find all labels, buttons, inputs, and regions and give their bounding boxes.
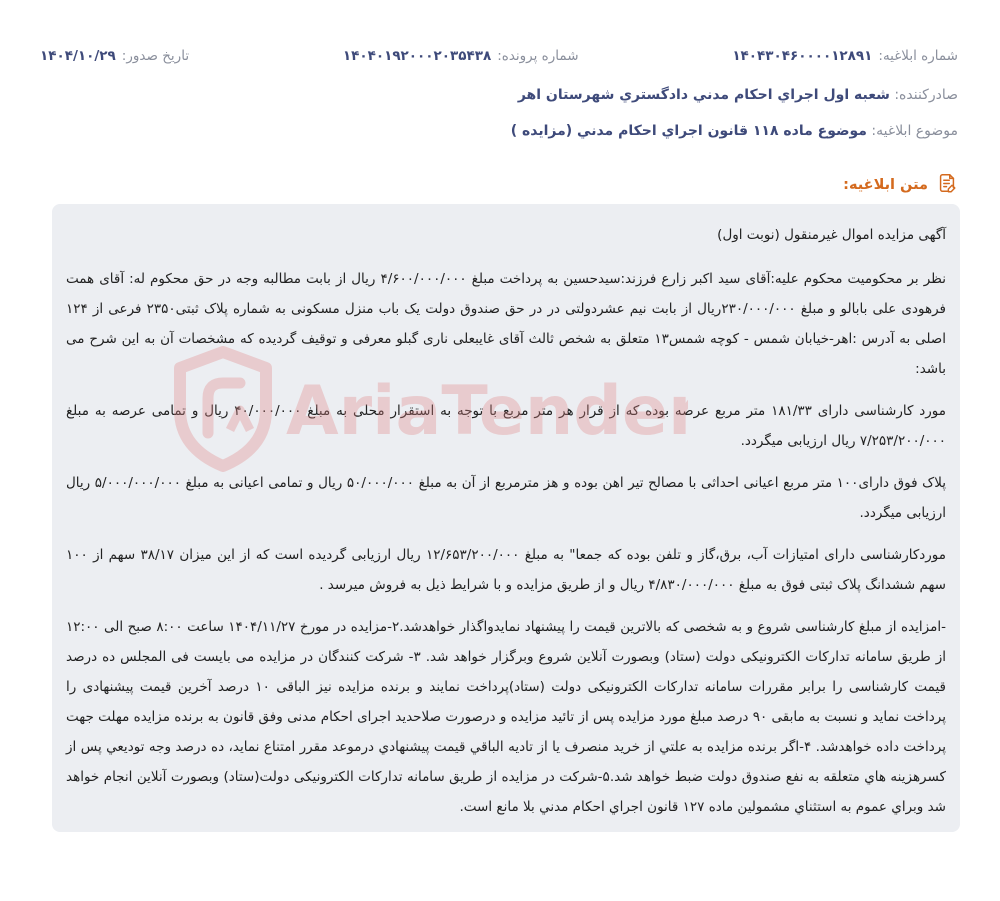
notice-text-heading [843,172,958,198]
notice-number [732,48,958,64]
notice-paragraph-1: نظر بر محکومیت محکوم علیه:آقای سید اکبر زارع فرزند:سیدحسین به پرداخت مبلغ ۴/۶۰۰/۰۰۰/۰۰۰ ریال از بابت مطالبه وجه در حق محکوم له: آقای همت فرهودی علی بابالو و مبلغ ۲۳۰/۰۰۰/۰۰۰ریال از بابت نیم عشردولتی در در حق صندوق دولت یک باب منزل مسکونی به شماره پلاک ثبتی۲۳۵۰ فرعی از ۱۲۴ اصلی به آدرس :اهر-خیابان شمس - کوچه شمس۱۳ متعلق به شخص ثالث آقای غایبعلی ناری گبلو معرفی و توقیف گردیده که مشخصات آن به این شرح می باشد: [66,271,947,377]
watermark-text: AriaTender [286,372,688,451]
notice-body-title: آگهی مزایده اموال غیرمنقول (نوبت اول) [717,227,946,243]
notice-paragraph-2: مورد کارشناسی دارای ۱۸۱/۳۳ متر مربع عرصه بوده که از قرار هر متر مربع با توجه به استقرار محلی به مبلغ ۴۰/۰۰۰/۰۰۰ ریال و تمامی عرصه به مبلغ ۷/۲۵۳/۲۰۰/۰۰۰ ریال ارزیابی میگردد. [66,403,946,449]
notice-paragraph-4: موردکارشناسی دارای امتیازات آب، برق،گاز و تلفن بوده که جمعا" به مبلغ ۱۲/۶۵۳/۲۰۰/۰۰۰ ریال ارزیابی گردیده است که از این میزان ۳۸/۱۷ سهم از ۱۰۰ سهم ششدانگ پلاک ثبتی فوق به مبلغ ۴/۸۳۰/۰۰۰/۰۰۰ ریال و از طریق مزایده و با شرایط ذیل به فروش میرسد . [66,547,947,593]
case-number-label: شماره پرونده: [497,48,579,64]
issuer-label: صادرکننده: [894,87,958,103]
notice-paragraph-3: پلاک فوق دارای۱۰۰ متر مربع اعیانی احداثی با مصالح تیر اهن بوده و هز مترمربع از آن به مبلغ ۵۰/۰۰۰/۰۰۰ ریال و تمامی اعیانی به مبلغ ۵/۰۰۰/۰۰۰/۰۰۰ ریال ارزیابی میگردد. [66,475,947,521]
subject-value: موضوع ماده ۱۱۸ قانون اجراي احكام مدني (مزايده ) [510,123,867,139]
notice-text-heading-label: متن ابلاغيه: [843,177,928,193]
issuer-line [518,87,958,103]
issuer-value: شعبه اول اجراي احكام مدني دادگستري شهرستان اهر [517,87,890,103]
issue-date-value: ۱۴۰۴/۱۰/۲۹ [40,48,116,64]
notice-number-label: شماره ابلاغيه: [878,48,958,64]
subject-label: موضوع ابلاغيه: [871,123,958,139]
document-edit-icon [936,172,958,198]
notice-meta-row [40,48,958,64]
issue-date [40,48,189,64]
notice-paragraph-5: -امزایده از مبلغ کارشناسی شروع و به شخصی که بالاترین قیمت را پیشنهاد نمایدواگذار خواهدشد.۲-مزایده در مورخ ۱۴۰۴/۱۱/۲۷ ساعت ۸:۰۰ صبح الی ۱۲:۰۰ از طریق سامانه تدارکات الکترونیکی دولت (ستاد) وبصورت آنلاین شروع وبرگزار خواهد شد. ۳- شرکت کنندگان در مزایده می بایست فی المجلس ده درصد قیمت کارشناسی را برابر مقررات سامانه تدارکات الکترونیکی دولت (ستاد)پرداخت نمایند و برنده مزایده نیز الباقی ۱۰ درصد آخرین قیمت پیشنهادی را پرداخت نماید و نسبت به مابقی ۹۰ درصد مبلغ مورد مزایده پس از تائید مزایده و درصورت صلاحدید اجرای احکام مدنی وفق قانون به برنده مزایده مهلت جهت پرداخت داده خواهدشد. ۴-اگر برنده مزايده به علتي از خريد منصرف يا از تاديه الباقي قيمت پيشنهادي درموعد مقرر امتناع نمايد، ده درصد وجه توديعي پس از كسرهزينه هاي متعلقه به نفع صندوق دولت ضبط خواهد شد.۵-شرکت در مزایده از طریق سامانه تدارکات الکترونیکی دولت(ستاد) وبصورت آنلاین انجام خواهد شد وبراي عموم به استثناي مشمولين ماده ۱۲۷ قانون اجراي احكام مدني بلا مانع است. [66,619,946,815]
case-number [343,48,579,64]
subject-line [511,123,958,139]
issue-date-label: تاريخ صدور: [121,48,190,64]
notice-body [52,204,960,832]
notice-number-value: ۱۴۰۴۳۰۴۶۰۰۰۰۱۲۸۹۱ [732,48,873,64]
case-number-value: ۱۴۰۴۰۱۹۲۰۰۰۲۰۳۵۴۳۸ [342,48,492,64]
